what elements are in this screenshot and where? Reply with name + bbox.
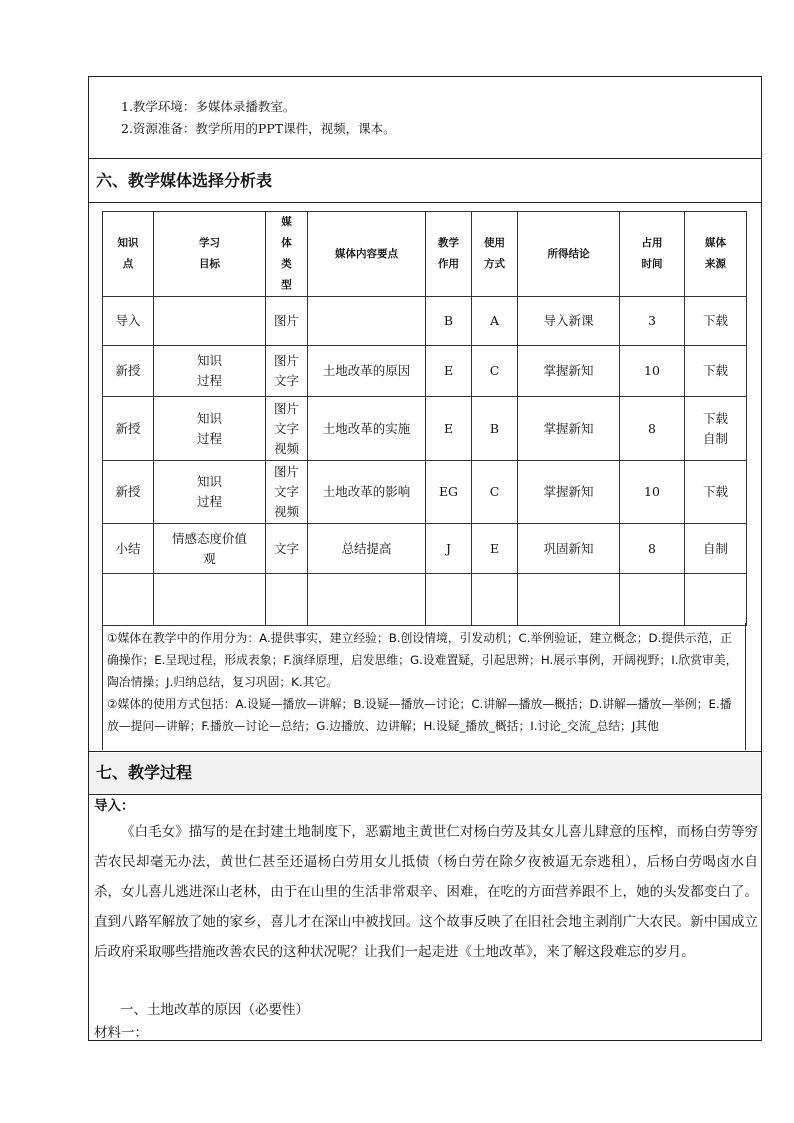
cell-conclusion: 掌握新知 [518, 346, 620, 397]
cell-conclusion: 巩固新知 [518, 524, 620, 574]
table-row [103, 524, 747, 574]
divider [88, 794, 762, 795]
cell-mode: C [472, 346, 518, 397]
cell-time: 3 [620, 297, 685, 346]
cell-mode: A [472, 297, 518, 346]
cell-source: 自制 [685, 524, 747, 574]
section-6-title: 六、教学媒体选择分析表 [96, 171, 273, 190]
cell-role: E [426, 397, 472, 461]
cell-type [266, 574, 308, 626]
table-row [103, 346, 747, 397]
cell-content [308, 297, 426, 346]
cell-point: 小结 [103, 524, 154, 574]
table-row [103, 297, 747, 346]
cell-goal: 知识 过程 [154, 397, 266, 461]
cell-conclusion [518, 574, 620, 626]
header-cell: 使用 方式 [472, 212, 518, 297]
section-7-title: 七、教学过程 [96, 763, 193, 782]
cell-type: 图片 文字 视频 [266, 397, 308, 461]
resource-preparation: 2.资源准备：教学所用的PPT课件，视频，课本。 [121, 121, 396, 136]
table-row [103, 397, 747, 461]
cell-type: 文字 [266, 524, 308, 574]
notes [107, 627, 743, 737]
intro-label: 导入： [94, 798, 135, 814]
cell-mode: B [472, 397, 518, 461]
cell-role [426, 574, 472, 626]
cell-source: 下载 [685, 297, 747, 346]
cell-time: 8 [620, 397, 685, 461]
cell-goal: 情感态度价值 观 [154, 524, 266, 574]
cell-conclusion: 掌握新知 [518, 397, 620, 461]
intro-paragraph: 《白毛女》描写的是在封建土地制度下，恶霸地主黄世仁对杨白劳及其女儿喜儿肆意的压榨，而杨白劳等穷苦农民却毫无办法，黄世仁甚至还逼杨白劳用女儿抵债（杨白劳在除夕夜被逼无奈逃租），后杨白劳喝卤水自杀，女儿喜儿逃进深山老林，由于在山里的生活非常艰辛、困难，在吃的方面营养跟不上，她的头发都变白了。直到八路军解放了她的家乡，喜儿才在深山中被找回。这个故事反映了在旧社会地主剥削广大农民。新中国成立后政府采取哪些措施改善农民的这种状况呢？让我们一起走进《土地改革》，来了解这段难忘的岁月。 [94, 824, 758, 960]
teaching-environment: 1.教学环境：多媒体录播教室。 [121, 99, 296, 114]
header-cell: 教学 作用 [426, 212, 472, 297]
cell-type: 图片 [266, 297, 308, 346]
cell-goal: 知识 过程 [154, 346, 266, 397]
cell-role: E [426, 346, 472, 397]
cell-mode [472, 574, 518, 626]
table-row [103, 461, 747, 524]
header-cell: 所得结论 [518, 212, 620, 297]
cell-point: 新授 [103, 346, 154, 397]
cell-time [620, 574, 685, 626]
cell-role: EG [426, 461, 472, 524]
note-usage-modes: ②媒体的使用方式包括：A.设疑—播放—讲解；B.设疑—播放—讨论；C.讲解—播放—概括；D.讲解—播放—举例；E.播放—提问—讲解；F.播放—讨论—总结；G.边播放、边讲解；H.设疑_播放_概括；I.讨论_交流_总结；J其他 [107, 697, 732, 733]
cell-point [103, 574, 154, 626]
divider [88, 158, 762, 159]
cell-point: 导入 [103, 297, 154, 346]
cell-time: 10 [620, 346, 685, 397]
cell-content: 土地改革的实施 [308, 397, 426, 461]
cell-goal: 知识 过程 [154, 461, 266, 524]
material-label: 材料一： [94, 1025, 148, 1041]
table-row [103, 574, 747, 626]
cell-goal [154, 297, 266, 346]
header-cell: 媒 体 类 型 [266, 212, 308, 297]
cell-mode: E [472, 524, 518, 574]
cell-source: 下载 自制 [685, 397, 747, 461]
header-cell: 占用 时间 [620, 212, 685, 297]
note-media-roles: ①媒体在教学中的作用分为：A.提供事实，建立经验；B.创设情境，引发动机；C.举例验证，建立概念；D.提供示范，正确操作；E.呈现过程，形成表象；F.演绎原理，启发思维；G.设难置疑，引起思辨；H.展示事例，开阔视野；I.欣赏审美，陶冶情操；J.归纳总结，复习巩固；K.其它。 [107, 631, 738, 689]
cell-content [308, 574, 426, 626]
header-cell: 媒体 来源 [685, 212, 747, 297]
cell-time: 10 [620, 461, 685, 524]
cell-role: B [426, 297, 472, 346]
divider [88, 751, 762, 752]
cell-conclusion: 掌握新知 [518, 461, 620, 524]
header-cell: 知识 点 [103, 212, 154, 297]
cell-goal [154, 574, 266, 626]
cell-source [685, 574, 747, 626]
divider [88, 202, 762, 203]
cell-content: 总结提高 [308, 524, 426, 574]
cell-source: 下载 [685, 346, 747, 397]
media-analysis-table [102, 211, 747, 626]
cell-time: 8 [620, 524, 685, 574]
cell-point: 新授 [103, 397, 154, 461]
point-heading: 一、土地改革的原因（必要性） [120, 1002, 309, 1018]
table-header-row [103, 212, 747, 297]
cell-mode: C [472, 461, 518, 524]
cell-type: 图片 文字 视频 [266, 461, 308, 524]
cell-conclusion: 导入新课 [518, 297, 620, 346]
cell-type: 图片 文字 [266, 346, 308, 397]
header-cell: 学习 目标 [154, 212, 266, 297]
cell-content: 土地改革的原因 [308, 346, 426, 397]
cell-content: 土地改革的影响 [308, 461, 426, 524]
cell-role: J [426, 524, 472, 574]
header-cell: 媒体内容要点 [308, 212, 426, 297]
cell-source: 下载 [685, 461, 747, 524]
cell-point: 新授 [103, 461, 154, 524]
